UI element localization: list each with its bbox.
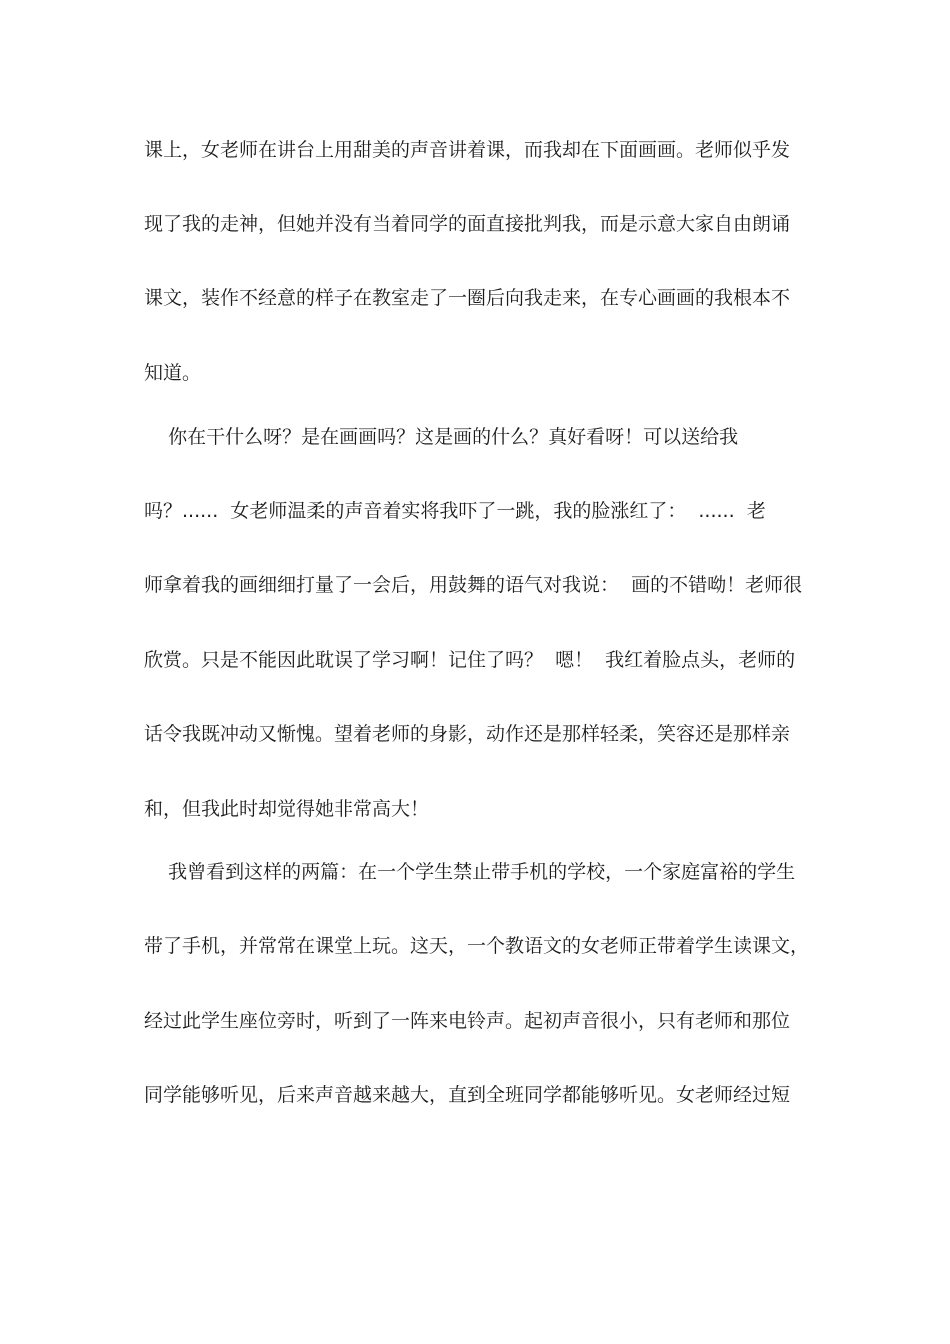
- text-line: 欣赏。只是不能因此耽误了学习啊！记住了吗？ 嗯！ 我红着脸点头，老师的: [144, 649, 796, 671]
- text-line: 我曾看到这样的两篇：在一个学生禁止带手机的学校，一个家庭富裕的学生: [144, 861, 796, 883]
- text-line: 话令我既冲动又惭愧。望着老师的身影，动作还是那样轻柔，笑容还是那样亲: [144, 723, 791, 745]
- text-line: 课上，女老师在讲台上用甜美的声音讲着课，而我却在下面画画。老师似乎发: [144, 139, 791, 161]
- text-line: 带了手机，并常常在课堂上玩。这天，一个教语文的女老师正带着学生读课文，: [144, 935, 810, 957]
- text-line: 你在干什么呀？是在画画吗？这是画的什么？真好看呀！可以送给我: [144, 426, 739, 448]
- text-line: 现了我的走神，但她并没有当着同学的面直接批判我，而是示意大家自由朗诵: [144, 213, 791, 235]
- text-line: 师拿着我的画细细打量了一会后，用鼓舞的语气对我说： 画的不错呦！老师很: [144, 574, 803, 596]
- text-line: 课文，装作不经意的样子在教室走了一圈后向我走来，在专心画画的我根本不: [144, 287, 791, 309]
- text-line: 经过此学生座位旁时，听到了一阵来电铃声。起初声音很小，只有老师和那位: [144, 1010, 791, 1032]
- text-line: 和，但我此时却觉得她非常高大！: [144, 798, 430, 820]
- text-line: 吗？...... 女老师温柔的声音着实将我吓了一跳，我的脸涨红了： ...... 老: [144, 500, 766, 522]
- text-line: 知道。: [144, 362, 202, 384]
- text-line: 同学能够听见，后来声音越来越大，直到全班同学都能够听见。女老师经过短: [144, 1084, 791, 1106]
